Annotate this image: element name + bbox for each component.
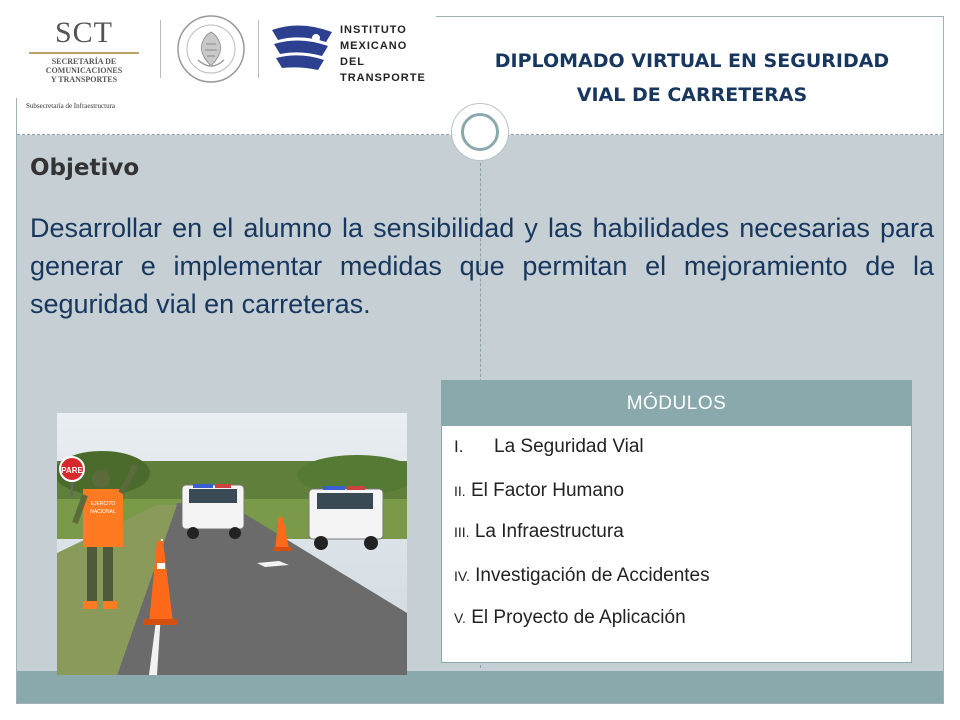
module-label: El Factor Humano [470, 480, 625, 501]
slide-title [452, 44, 932, 112]
module-number: III. [454, 524, 470, 540]
circle-ornament-inner [461, 113, 499, 151]
module-label: La Infraestructura [474, 521, 624, 542]
module-item [454, 521, 624, 543]
modules-box [441, 380, 912, 663]
mexico-seal-icon [176, 14, 246, 84]
photo-sign-text: PARE [61, 466, 83, 475]
imt-line2: MEXICANO DEL [340, 40, 408, 68]
module-number: I. [454, 437, 464, 456]
sct-rule [29, 52, 139, 54]
sct-line3: Y TRANSPORTES [50, 75, 118, 84]
sct-logo [22, 18, 146, 84]
logo-divider [160, 20, 161, 78]
imt-logo-icon [270, 22, 334, 78]
checkpoint-photo [57, 413, 407, 675]
modules-heading: MÓDULOS [442, 381, 911, 426]
logo-divider [258, 20, 259, 78]
imt-line1: INSTITUTO [340, 24, 407, 36]
module-number: IV. [454, 568, 470, 584]
module-label: La Seguridad Vial [494, 436, 644, 457]
module-number: V. [454, 610, 466, 626]
module-item [454, 607, 686, 629]
imt-line3: TRANSPORTE [340, 72, 426, 84]
module-item [454, 480, 624, 502]
sct-line1: SECRETARÍA DE [51, 57, 117, 66]
objective-heading: Objetivo [30, 155, 140, 181]
title-line2: VIAL DE CARRETERAS [576, 84, 808, 106]
footer-band [17, 671, 943, 703]
sct-letters: SCT [54, 16, 114, 49]
module-label: El Proyecto de Aplicación [471, 607, 686, 628]
subsecretaria-label: Subsecretaría de Infraestructura [26, 102, 116, 110]
circle-ornament [451, 103, 509, 161]
photo-vest-line2: NACIONAL [90, 509, 116, 515]
module-number: II. [454, 483, 466, 499]
objective-text: Desarrollar en el alumno la sensibilidad y las habilidades necesarias para generar e implementar medidas que permitan el mejoramiento de la seguridad vial en carreteras. [30, 213, 934, 319]
module-item [454, 565, 710, 587]
logo-area [0, 0, 436, 98]
sct-line2: COMUNICACIONES [45, 66, 123, 75]
title-line1: DIPLOMADO VIRTUAL EN SEGURIDAD [494, 50, 890, 72]
photo-vest-line1: EJERCITO [90, 501, 116, 507]
module-label: Investigación de Accidentes [475, 565, 710, 586]
imt-name [340, 22, 436, 86]
module-item [454, 436, 644, 458]
